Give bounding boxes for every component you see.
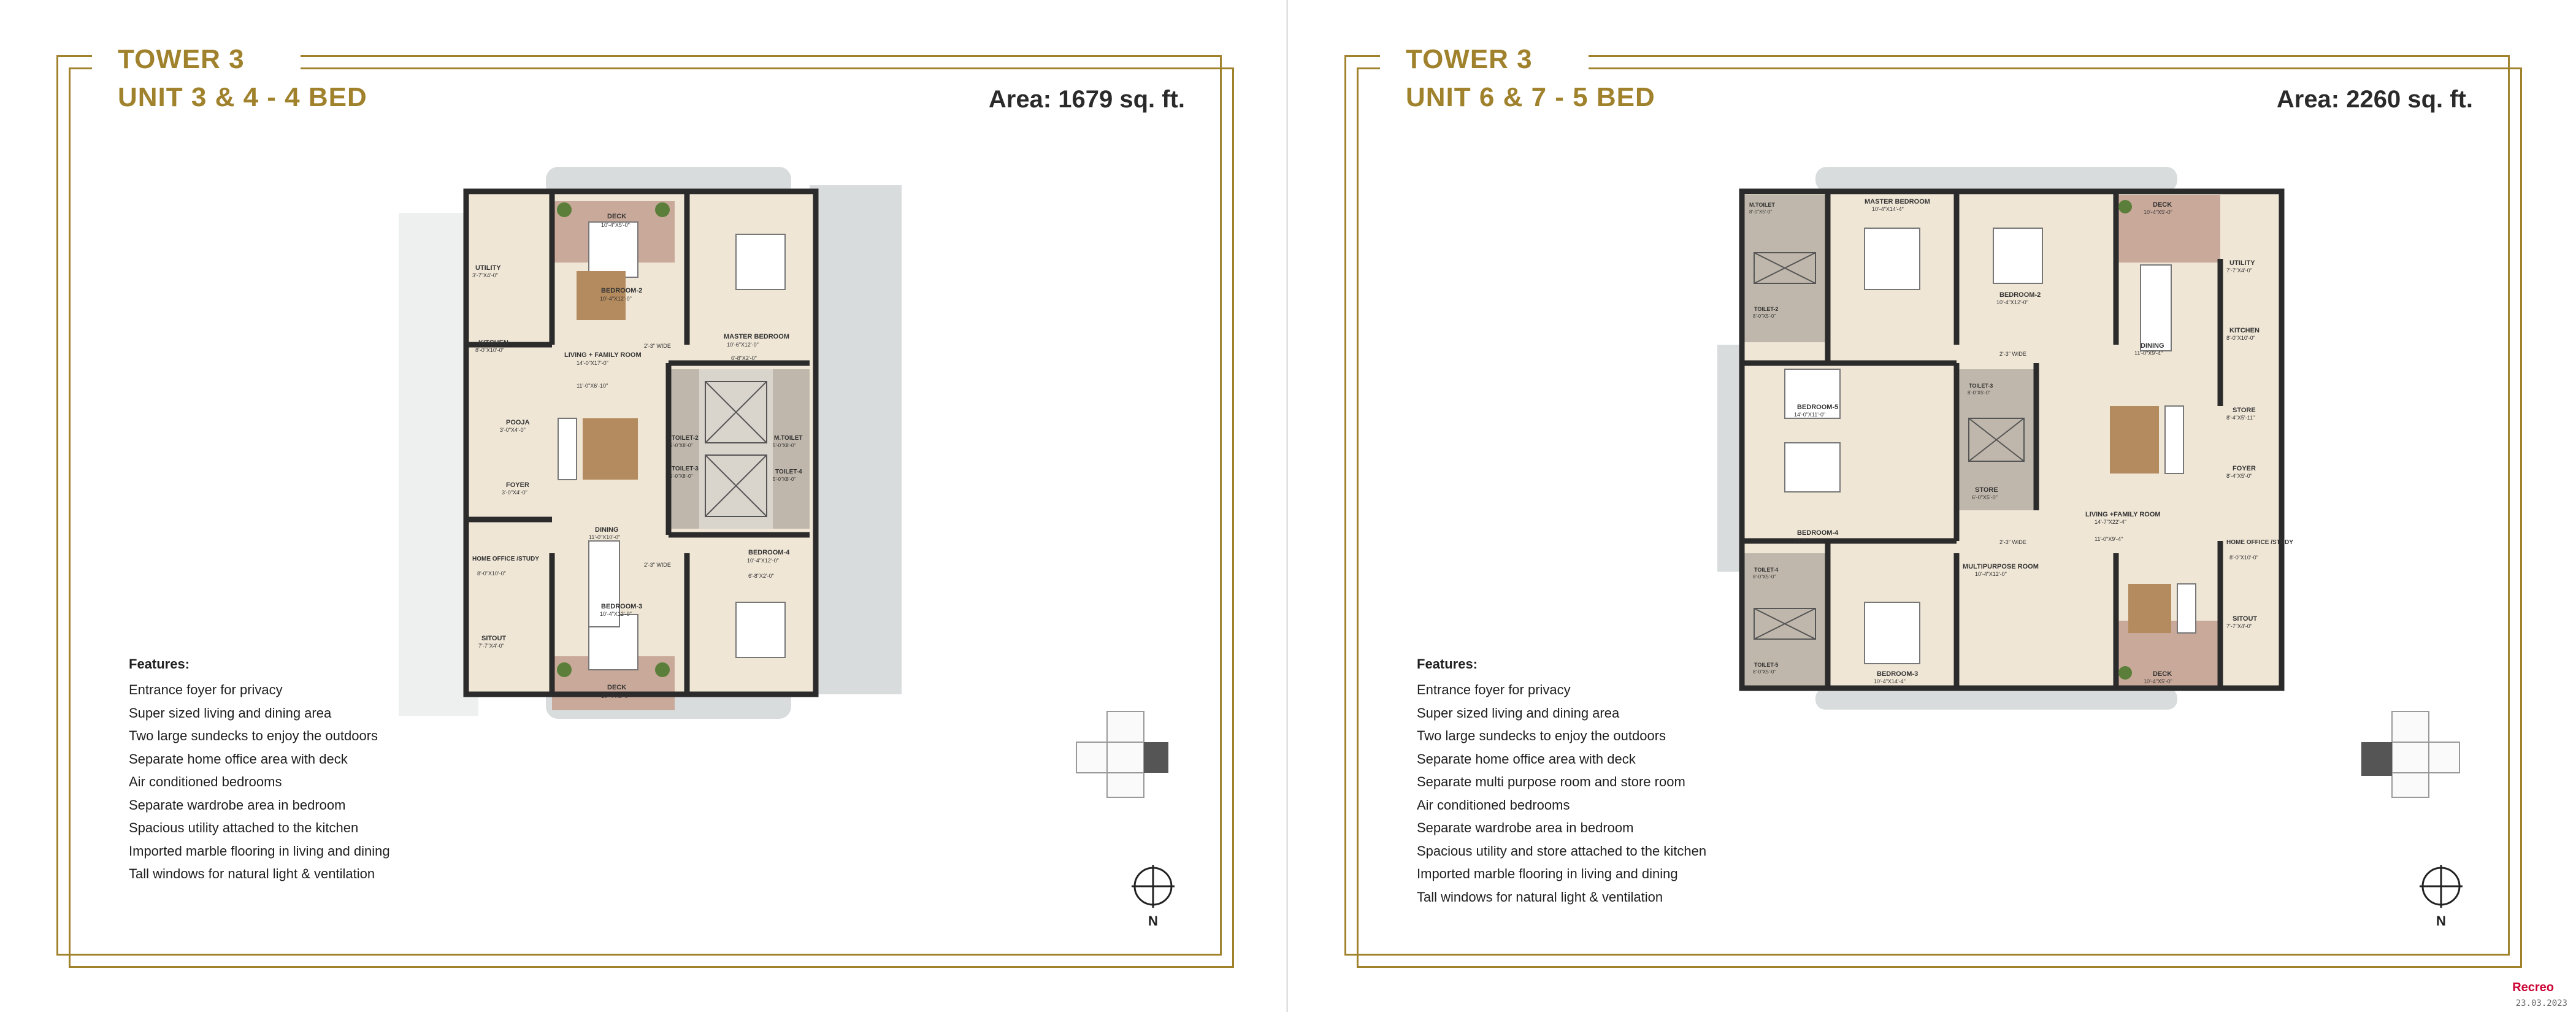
dim-home-office: 8'-0"X10'-0": [477, 570, 506, 577]
floor-plan: [1711, 161, 2300, 713]
area-label: Area: 1679 sq. ft.: [988, 86, 1185, 113]
label-bedroom-3: BEDROOM-3: [1877, 670, 1919, 678]
key-plan-drawing: [2349, 705, 2472, 803]
label-home-office: HOME OFFICE /STUDY: [2226, 539, 2293, 546]
label-living: LIVING + FAMILY ROOM: [564, 351, 642, 359]
terrace-bottom: [1815, 688, 2177, 710]
dim-bedroom-3: 10'-4"X12'-0": [600, 611, 632, 617]
feature-item: Separate multi purpose room and store room: [1417, 774, 1685, 789]
key-plan-drawing: [1064, 705, 1187, 803]
compass-icon: [1129, 862, 1178, 911]
feature-item: Air conditioned bedrooms: [129, 774, 282, 789]
features-block: [129, 656, 390, 886]
label-dining: DINING: [2141, 342, 2164, 350]
features-list: [129, 678, 390, 886]
dim-toilet-3: 5'-0"X8'-0": [670, 473, 693, 479]
dim-store-2: 6'-0"X5'-0": [1972, 494, 1998, 500]
features-title: Features:: [1417, 656, 1478, 672]
feature-item: Two large sundecks to enjoy the outdoors: [1417, 728, 1666, 743]
dim-multipurpose: 10'-4"X12'-0": [1975, 571, 2007, 577]
floor-plan-drawing: [380, 161, 908, 725]
dim-living: 14'-0"X17'-0": [577, 360, 608, 366]
dim-toilet-4: 5'-0"X8'-0": [773, 477, 796, 482]
dim-mtoilet: 5'-0"X8'-0": [773, 443, 796, 448]
key-plan-block-4: [1107, 773, 1144, 797]
stamp-logo: Recreo: [2512, 981, 2554, 994]
tower-title: TOWER 3: [1406, 44, 1533, 74]
label-toilet-3: TOILET-3: [672, 466, 699, 472]
feature-item: Separate wardrobe area in bedroom: [1417, 820, 1634, 835]
label-dining: DINING: [595, 526, 619, 534]
label-wide-1: 2'-3" WIDE: [644, 343, 671, 349]
bed-4: [1785, 443, 1840, 492]
key-plan-block-3: [1107, 742, 1144, 773]
floor-plan-drawing: [1711, 161, 2300, 713]
dim-master-2: 6'-8"X2'-0": [731, 355, 757, 361]
dim-dining: 11'-0"X10'-0": [589, 534, 621, 540]
label-bedroom-2: BEDROOM-2: [601, 287, 643, 294]
label-bedroom-4: BEDROOM-4: [748, 549, 790, 556]
label-toilet-5: TOILET-5: [1754, 662, 1779, 668]
tower-title: TOWER 3: [118, 44, 245, 74]
lift-core: [699, 369, 773, 529]
label-deck-bottom: DECK: [2153, 670, 2172, 678]
dim-bedroom-2: 10'-4"X12'-0": [600, 296, 632, 302]
label-wide-2: 2'-3" WIDE: [644, 562, 671, 568]
key-plan-block-3: [2429, 742, 2459, 773]
key-plan: [1064, 705, 1187, 803]
label-living: LIVING +FAMILY ROOM: [2085, 511, 2161, 518]
dim-foyer: 8'-4"X5'-0": [2226, 473, 2252, 479]
bed-2: [1993, 228, 2042, 283]
label-bedroom-3: BEDROOM-3: [601, 603, 643, 610]
dim-sitout: 7'-7"X4'-0": [478, 643, 504, 649]
label-deck-bottom: DECK: [607, 684, 627, 691]
key-plan-block-1: [1107, 711, 1144, 742]
stamp-date: 23.03.2023: [2515, 999, 2567, 1008]
feature-item: Imported marble flooring in living and dining: [1417, 866, 1678, 881]
label-toilet-3: TOILET-3: [1969, 383, 1993, 389]
label-master: MASTER BEDROOM: [724, 333, 789, 340]
label-master: MASTER BEDROOM: [1865, 198, 1930, 205]
dim-deck-top: 10'-4"X5'-0": [2144, 209, 2172, 215]
feature-item: Separate wardrobe area in bedroom: [129, 797, 346, 813]
plant-1: [2118, 200, 2132, 213]
toilet-block: [669, 369, 699, 529]
dim-deck-bottom: 10'-4"X5'-0": [601, 693, 630, 699]
feature-item: Entrance foyer for privacy: [129, 682, 283, 697]
rug-living: [2110, 406, 2159, 473]
label-toilet-2: TOILET-2: [672, 435, 699, 442]
feature-item: Air conditioned bedrooms: [1417, 797, 1570, 813]
dim-sitout: 7'-7"X4'-0": [2226, 623, 2252, 629]
dim-toilet-2: 5'-0"X8'-0": [670, 443, 693, 448]
label-utility: UTILITY: [475, 264, 501, 272]
label-bedroom-5: BEDROOM-5: [1797, 404, 1839, 411]
dim-kitchen: 8'-0"X10'-0": [475, 347, 504, 353]
north-compass: [1129, 862, 1178, 929]
label-kitchen: KITCHEN: [2229, 327, 2260, 334]
dim-foyer: 3'-0"X4'-0": [502, 489, 527, 496]
label-toilet-2: TOILET-2: [1754, 306, 1779, 312]
features-list: [1417, 678, 1706, 908]
dim-toilet-2: 8'-0"X5'-0": [1753, 313, 1776, 319]
label-pooja: POOJA: [506, 419, 530, 426]
feature-item: Spacious utility attached to the kitchen: [129, 820, 359, 835]
terrace-top: [1815, 167, 2177, 191]
sofa: [558, 418, 577, 480]
label-store-1: STORE: [2233, 407, 2256, 414]
feature-item: Super sized living and dining area: [1417, 705, 1620, 721]
plant-2: [655, 202, 670, 217]
dim-kitchen: 8'-0"X10'-0": [2226, 335, 2255, 341]
dim-toilet-4: 8'-0"X5'-0": [1753, 574, 1776, 580]
key-plan-block-4: [2392, 773, 2429, 797]
feature-item: Separate home office area with deck: [1417, 751, 1636, 767]
area-label: Area: 2260 sq. ft.: [2276, 86, 2473, 113]
bed-master: [736, 234, 785, 289]
feature-item: Spacious utility and store attached to the kitchen: [1417, 843, 1707, 859]
feature-item: Tall windows for natural light & ventilation: [1417, 889, 1663, 905]
dining-table: [2141, 265, 2171, 351]
rug-living: [583, 418, 638, 480]
rug-family: [2128, 584, 2171, 633]
dim-bedroom-5: 14'-0"X11'-0": [1794, 412, 1826, 418]
dim-bedroom-4: 10'-4"X12'-0": [747, 558, 779, 564]
feature-item: Entrance foyer for privacy: [1417, 682, 1571, 697]
label-foyer: FOYER: [506, 481, 529, 489]
key-plan-highlight: [1144, 742, 1168, 773]
plant-3: [557, 662, 572, 677]
feature-item: Tall windows for natural light & ventilation: [129, 866, 375, 881]
label-utility: UTILITY: [2229, 259, 2255, 267]
dim-living-2: 11'-0"X9'-4": [2095, 536, 2123, 542]
key-plan-block-1: [2392, 711, 2429, 742]
key-plan: [2349, 705, 2472, 803]
dim-master: 10'-6"X12'-0": [727, 342, 759, 348]
label-deck-top: DECK: [2153, 201, 2172, 209]
dim-toilet-3: 8'-0"X5'-0": [1968, 390, 1991, 396]
sofa-small: [2177, 584, 2196, 633]
compass-icon: [2417, 862, 2466, 911]
plant-4: [655, 662, 670, 677]
dim-mtoilet: 8'-0"X5'-0": [1749, 209, 1773, 215]
compass-label: N: [2436, 913, 2446, 929]
dim-bedroom-3: 10'-4"X14'-4": [1874, 678, 1906, 684]
dim-bedroom-2: 10'-4"X12'-0": [1996, 299, 2028, 305]
feature-item: Separate home office area with deck: [129, 751, 348, 767]
north-compass: [2417, 862, 2466, 929]
label-home-office: HOME OFFICE /STUDY: [472, 556, 539, 562]
features-title: Features:: [129, 656, 190, 672]
bed-master: [1865, 228, 1920, 289]
dim-utility: 7'-7"X4'-0": [2226, 267, 2252, 274]
label-kitchen: KITCHEN: [478, 339, 508, 347]
dim-home-office: 8'-0"X10'-0": [2229, 554, 2258, 561]
dim-master: 10'-4"X14'-4": [1872, 206, 1904, 212]
label-toilet-4: TOILET-4: [1754, 567, 1779, 573]
dim-pooja: 3'-0"X4'-0": [500, 427, 526, 433]
label-wide-1: 2'-3" WIDE: [1999, 351, 2026, 357]
label-bedroom-2: BEDROOM-2: [1999, 291, 2041, 299]
label-store-2: STORE: [1975, 486, 1998, 494]
bed-4: [736, 602, 785, 657]
label-deck-top: DECK: [607, 213, 627, 220]
compass-label: N: [1148, 913, 1158, 929]
label-sitout: SITOUT: [481, 635, 507, 642]
key-plan-block-2: [1076, 742, 1107, 773]
dim-bedroom-4-2: 6'-8"X2'-0": [748, 573, 774, 579]
unit-title: UNIT 3 & 4 - 4 BED: [118, 82, 367, 112]
feature-item: Two large sundecks to enjoy the outdoors: [129, 728, 378, 743]
label-mtoilet: M.TOILET: [774, 435, 803, 442]
dim-living: 14'-7"X22'-4": [2095, 519, 2126, 525]
feature-item: Super sized living and dining area: [129, 705, 332, 721]
label-bedroom-4: BEDROOM-4: [1797, 529, 1839, 537]
bed-5: [1785, 369, 1840, 418]
dim-dining: 11'-0"X9'-4": [2134, 350, 2163, 356]
dim-utility: 3'-7"X4'-0": [472, 272, 498, 278]
key-plan-highlight: [2361, 742, 2392, 776]
bed-2: [589, 222, 638, 277]
label-sitout: SITOUT: [2233, 615, 2258, 623]
plant-1: [557, 202, 572, 217]
dim-deck-top: 10'-4"X5'-0": [601, 222, 630, 228]
unit-title: UNIT 6 & 7 - 5 BED: [1406, 82, 1655, 112]
label-multipurpose: MULTIPURPOSE ROOM: [1963, 563, 2039, 570]
label-mtoilet: M.TOILET: [1749, 202, 1775, 208]
key-plan-block-2: [2392, 742, 2429, 773]
dim-toilet-5: 8'-0"X5'-0": [1753, 669, 1776, 675]
dim-deck-bottom: 10'-4"X5'-0": [2144, 678, 2172, 684]
plant-2: [2118, 666, 2132, 680]
feature-item: Imported marble flooring in living and dining: [129, 843, 390, 859]
label-wide-2: 2'-3" WIDE: [1999, 539, 2026, 545]
sofa: [2165, 406, 2183, 473]
label-foyer: FOYER: [2233, 465, 2256, 472]
dim-bedroom-4: 14'-0"X11'-0": [1794, 537, 1826, 543]
right-page: [1288, 0, 2576, 1012]
terrace-right: [810, 185, 902, 694]
bed-3: [1865, 602, 1920, 664]
label-toilet-4: TOILET-4: [775, 469, 802, 475]
toilet-block-right: [773, 369, 810, 529]
dim-living-2: 11'-0"X6'-10": [577, 383, 608, 389]
floor-plan: [380, 161, 908, 725]
dim-store-1: 8'-4"X5'-11": [2226, 415, 2255, 421]
features-block: [1417, 656, 1706, 908]
